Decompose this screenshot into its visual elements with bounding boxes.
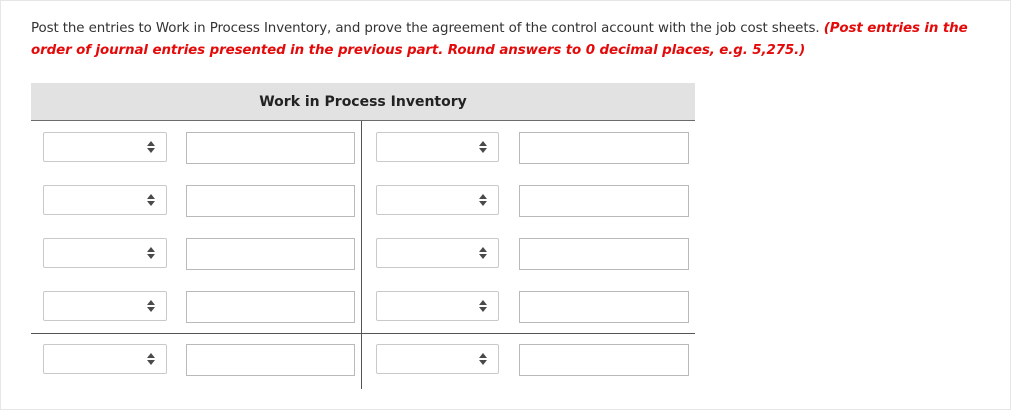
- debit-account-select[interactable]: [43, 344, 167, 374]
- select-arrows-icon: [147, 247, 155, 261]
- debit-amount-input[interactable]: [186, 185, 355, 217]
- t-account-total-line: [31, 333, 695, 334]
- credit-account-select[interactable]: [376, 344, 499, 374]
- select-arrows-icon: [479, 247, 487, 261]
- t-account-title: Work in Process Inventory: [31, 83, 695, 121]
- t-account-row: [31, 132, 695, 164]
- select-arrows-icon: [479, 194, 487, 208]
- debit-amount-input[interactable]: [186, 238, 355, 270]
- select-arrows-icon: [147, 194, 155, 208]
- t-account-row: [31, 291, 695, 323]
- instructions-emphasis: (Post entries in the order of journal entries presented in the previous part. Round answers to 0 decimal places, e.g. 5,275.): [31, 21, 968, 58]
- debit-account-select[interactable]: [43, 291, 167, 321]
- credit-amount-input[interactable]: [519, 238, 689, 270]
- credit-account-select[interactable]: [376, 238, 499, 268]
- credit-account-select[interactable]: [376, 132, 499, 162]
- t-account-row: [31, 185, 695, 217]
- debit-amount-input[interactable]: [186, 132, 355, 164]
- credit-account-select[interactable]: [376, 291, 499, 321]
- debit-account-select[interactable]: [43, 185, 167, 215]
- t-account-row: [31, 238, 695, 270]
- debit-amount-input[interactable]: [186, 344, 355, 376]
- credit-account-select[interactable]: [376, 185, 499, 215]
- credit-amount-input[interactable]: [519, 344, 689, 376]
- select-arrows-icon: [147, 353, 155, 367]
- instructions-text: Post the entries to Work in Process Inventory, and prove the agreement of the control account with the job cost sheets.: [31, 21, 820, 36]
- debit-account-select[interactable]: [43, 238, 167, 268]
- credit-amount-input[interactable]: [519, 132, 689, 164]
- select-arrows-icon: [479, 353, 487, 367]
- debit-amount-input[interactable]: [186, 291, 355, 323]
- debit-account-select[interactable]: [43, 132, 167, 162]
- select-arrows-icon: [479, 141, 487, 155]
- select-arrows-icon: [147, 300, 155, 314]
- select-arrows-icon: [479, 300, 487, 314]
- select-arrows-icon: [147, 141, 155, 155]
- t-account-balance-row: [31, 344, 695, 376]
- question-instructions: [31, 18, 991, 62]
- credit-amount-input[interactable]: [519, 185, 689, 217]
- credit-amount-input[interactable]: [519, 291, 689, 323]
- t-account: [31, 83, 695, 121]
